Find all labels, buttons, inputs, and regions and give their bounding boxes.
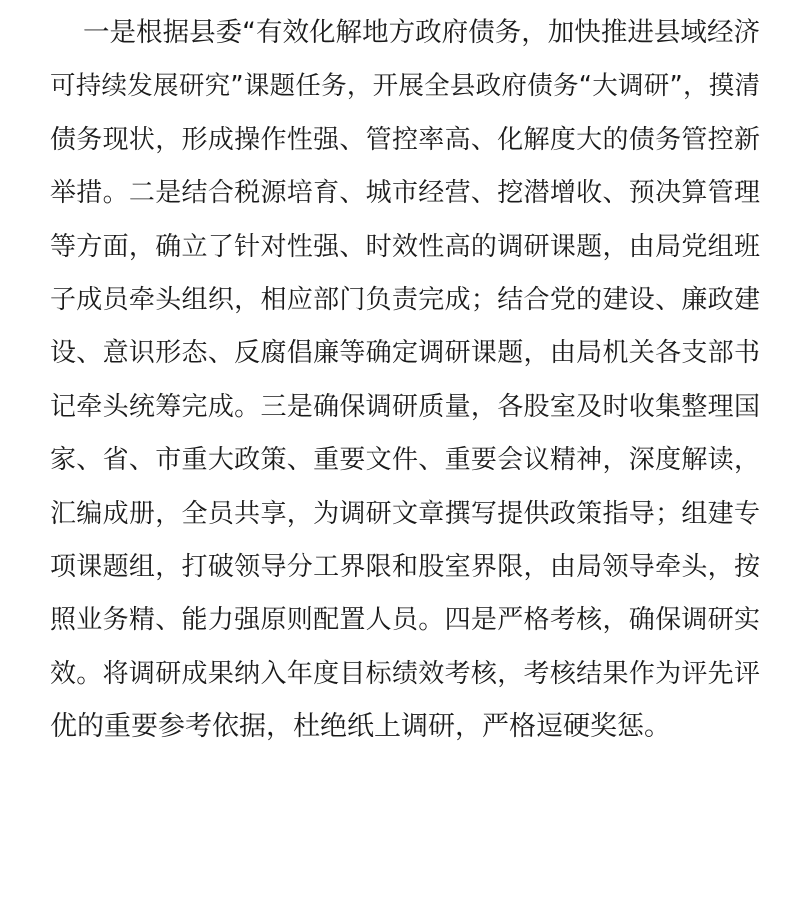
document-body <box>50 12 760 759</box>
text-line: 等方面，确立了针对性强、时效性高的调研课题，由局党组班 <box>50 231 760 262</box>
text-line: 优的重要参考依据，杜绝纸上调研，严格逗硬奖惩。 <box>50 711 671 743</box>
text-line: 一是根据县委“有效化解地方政府债务，加快推进县域经济 <box>83 17 760 48</box>
text-line: 汇编成册，全员共享，为调研文章撰写提供政策指导；组建专 <box>50 498 760 529</box>
text-line: 子成员牵头组织，相应部门负责完成；结合党的建设、廉政建 <box>50 284 760 315</box>
text-line: 债务现状，形成操作性强、管控率高、化解度大的债务管控新 <box>50 124 760 155</box>
text-line: 可持续发展研究”课题任务，开展全县政府债务“大调研”，摸清 <box>50 71 760 102</box>
text-line: 记牵头统筹完成。三是确保调研质量，各股室及时收集整理国 <box>50 391 760 422</box>
text-line: 效。将调研成果纳入年度目标绩效考核，考核结果作为评先评 <box>50 658 760 689</box>
text-line: 举措。二是结合税源培育、城市经营、挖潜增收、预决算管理 <box>50 178 760 209</box>
text-line: 照业务精、能力强原则配置人员。四是严格考核，确保调研实 <box>50 605 760 636</box>
text-line: 设、意识形态、反腐倡廉等确定调研课题，由局机关各支部书 <box>50 338 760 369</box>
text-line: 家、省、市重大政策、重要文件、重要会议精神，深度解读， <box>50 445 760 476</box>
text-line: 项课题组，打破领导分工界限和股室界限，由局领导牵头，按 <box>50 551 760 582</box>
